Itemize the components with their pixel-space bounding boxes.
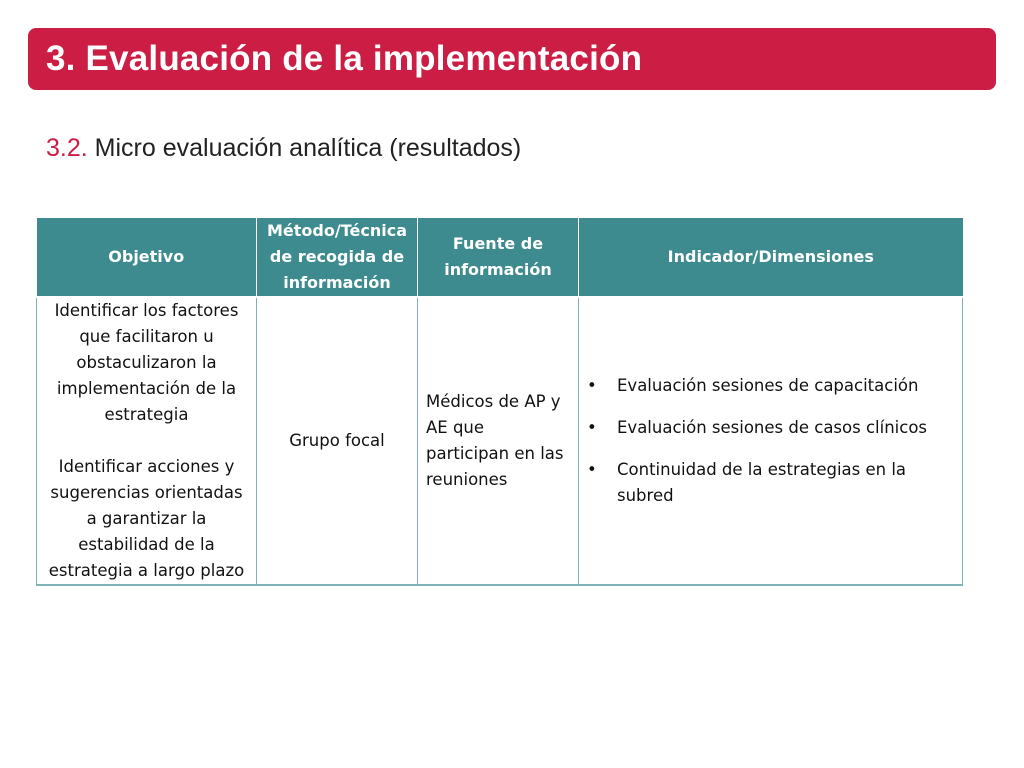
- header-objetivo: Objetivo: [37, 218, 257, 297]
- table-row: [37, 297, 963, 585]
- list-item: [587, 415, 954, 441]
- list-item: [587, 457, 954, 509]
- slide-title: 3. Evaluación de la implementación: [46, 39, 643, 78]
- indicator-text: Evaluación sesiones de capacitación: [617, 376, 919, 395]
- evaluation-table: [36, 218, 963, 586]
- indicator-text: Continuidad de la estrategias en la subred: [617, 460, 907, 505]
- header-indicador: Indicador/Dimensiones: [579, 218, 963, 297]
- list-item: [587, 373, 954, 399]
- title-bar: [28, 28, 996, 90]
- cell-objetivo: [37, 297, 257, 585]
- bullet-icon: •: [587, 376, 597, 395]
- header-fuente: Fuente de información: [418, 218, 579, 297]
- header-metodo: Método/Técnica de recogida de información: [257, 218, 418, 297]
- objetivo-1: Identificar los factores que facilitaron u obstaculizaron la implementación de la estrategia: [54, 301, 239, 424]
- cell-fuente: Médicos de AP y AE que participan en las reuniones: [418, 297, 579, 585]
- section-subtitle: [46, 134, 521, 163]
- indicator-text: Evaluación sesiones de casos clínicos: [617, 418, 928, 437]
- bullet-icon: •: [587, 460, 597, 479]
- objetivo-2: Identificar acciones y sugerencias orientadas a garantizar la estabilidad de la estrategia a largo plazo: [48, 457, 245, 580]
- section-number: 3.2.: [46, 134, 88, 162]
- table-header-row: [37, 218, 963, 297]
- indicator-list: [587, 373, 954, 509]
- cell-metodo: Grupo focal: [257, 297, 418, 585]
- bullet-icon: •: [587, 418, 597, 437]
- cell-indicador: [579, 297, 963, 585]
- section-subtitle-text: Micro evaluación analítica (resultados): [87, 134, 522, 162]
